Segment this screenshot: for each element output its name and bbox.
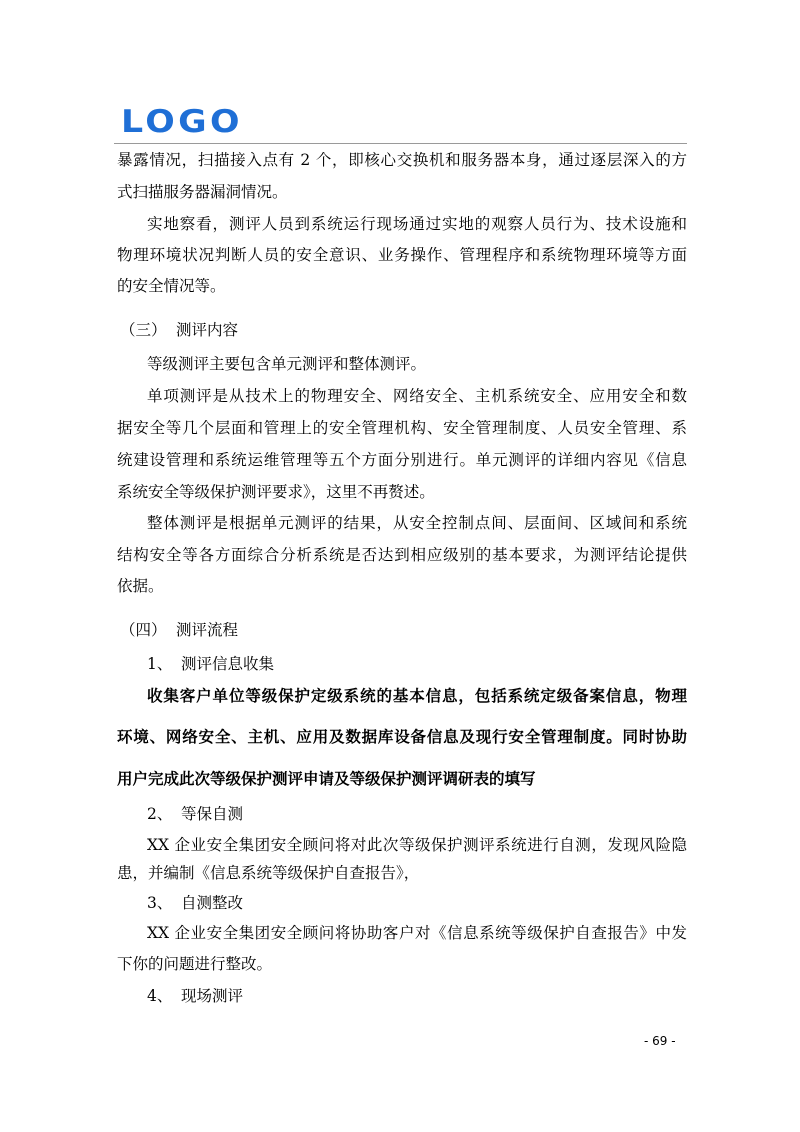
subsection-heading [147,893,243,913]
bold-text-line: 收集客户单位等级保护定级系统的基本信息，包括系统定级备案信息，物理 [147,687,687,705]
section-heading [120,620,238,640]
section-heading [120,320,238,340]
body-text-line: 依据。 [117,577,164,595]
section-number: （三） [120,321,167,339]
body-text-line: XX 企业安全集团安全顾问将对此次等级保护测评系统进行自测，发现风险隐 [147,836,687,854]
body-text-line: 系统安全等级保护测评要求》，这里不再赘述。 [117,483,435,501]
subsection-heading [147,804,243,824]
body-text-line: 整体测评是根据单元测评的结果，从安全控制点间、层面间、区域间和系统 [147,514,687,532]
body-text-line: 患，并编制《信息系统等级保护自查报告》， [117,864,420,882]
bold-text-line: 用户完成此次等级保护测评申请及等级保护测评调研表的填写 [117,770,536,788]
body-text-line: 据安全等几个层面和管理上的安全管理机构、安全管理制度、人员安全管理、系 [117,419,687,437]
body-text-line: 结构安全等各方面综合分析系统是否达到相应级别的基本要求，为测评结论提供 [117,546,687,564]
subsection-number: 3、 [147,894,173,912]
logo: LOGO [121,104,243,140]
section-title: 测评内容 [176,321,239,339]
body-text-line: XX 企业安全集团安全顾问将协助客户对《信息系统等级保护自查报告》中发 [147,924,687,942]
subsection-number: 4、 [147,987,173,1005]
subsection-heading [147,654,274,674]
header-divider [114,143,687,144]
subsection-title: 现场测评 [181,987,244,1005]
subsection-number: 1、 [147,655,173,673]
body-text-line: 暴露情况，扫描接入点有 2 个，即核心交换机和服务器本身，通过逐层深入的方 [117,151,687,169]
subsection-title: 测评信息收集 [181,655,275,673]
page-number: - 69 - [644,1034,676,1048]
body-text-line: 实地察看，测评人员到系统运行现场通过实地的观察人员行为、技术设施和 [147,215,687,233]
body-text-line: 单项测评是从技术上的物理安全、网络安全、主机系统安全、应用安全和数 [147,387,687,405]
subsection-title: 等保自测 [181,805,244,823]
body-text-line: 物理环境状况判断人员的安全意识、业务操作、管理程序和系统物理环境等方面 [117,246,687,264]
body-text-line: 式扫描服务器漏洞情况。 [117,183,288,201]
section-number: （四） [120,621,167,639]
bold-text-line: 环境、网络安全、主机、应用及数据库设备信息及现行安全管理制度。同时协助 [117,728,687,746]
body-text-line: 等级测评主要包含单元测评和整体测评。 [147,355,427,373]
body-text-line: 下你的问题进行整改。 [117,955,273,973]
body-text-line: 的安全情况等。 [117,277,226,295]
subsection-number: 2、 [147,805,173,823]
body-text-line: 统建设管理和系统运维管理等五个方面分别进行。单元测评的详细内容见《信息 [117,451,687,469]
subsection-title: 自测整改 [181,894,244,912]
section-title: 测评流程 [176,621,239,639]
subsection-heading [147,986,243,1006]
